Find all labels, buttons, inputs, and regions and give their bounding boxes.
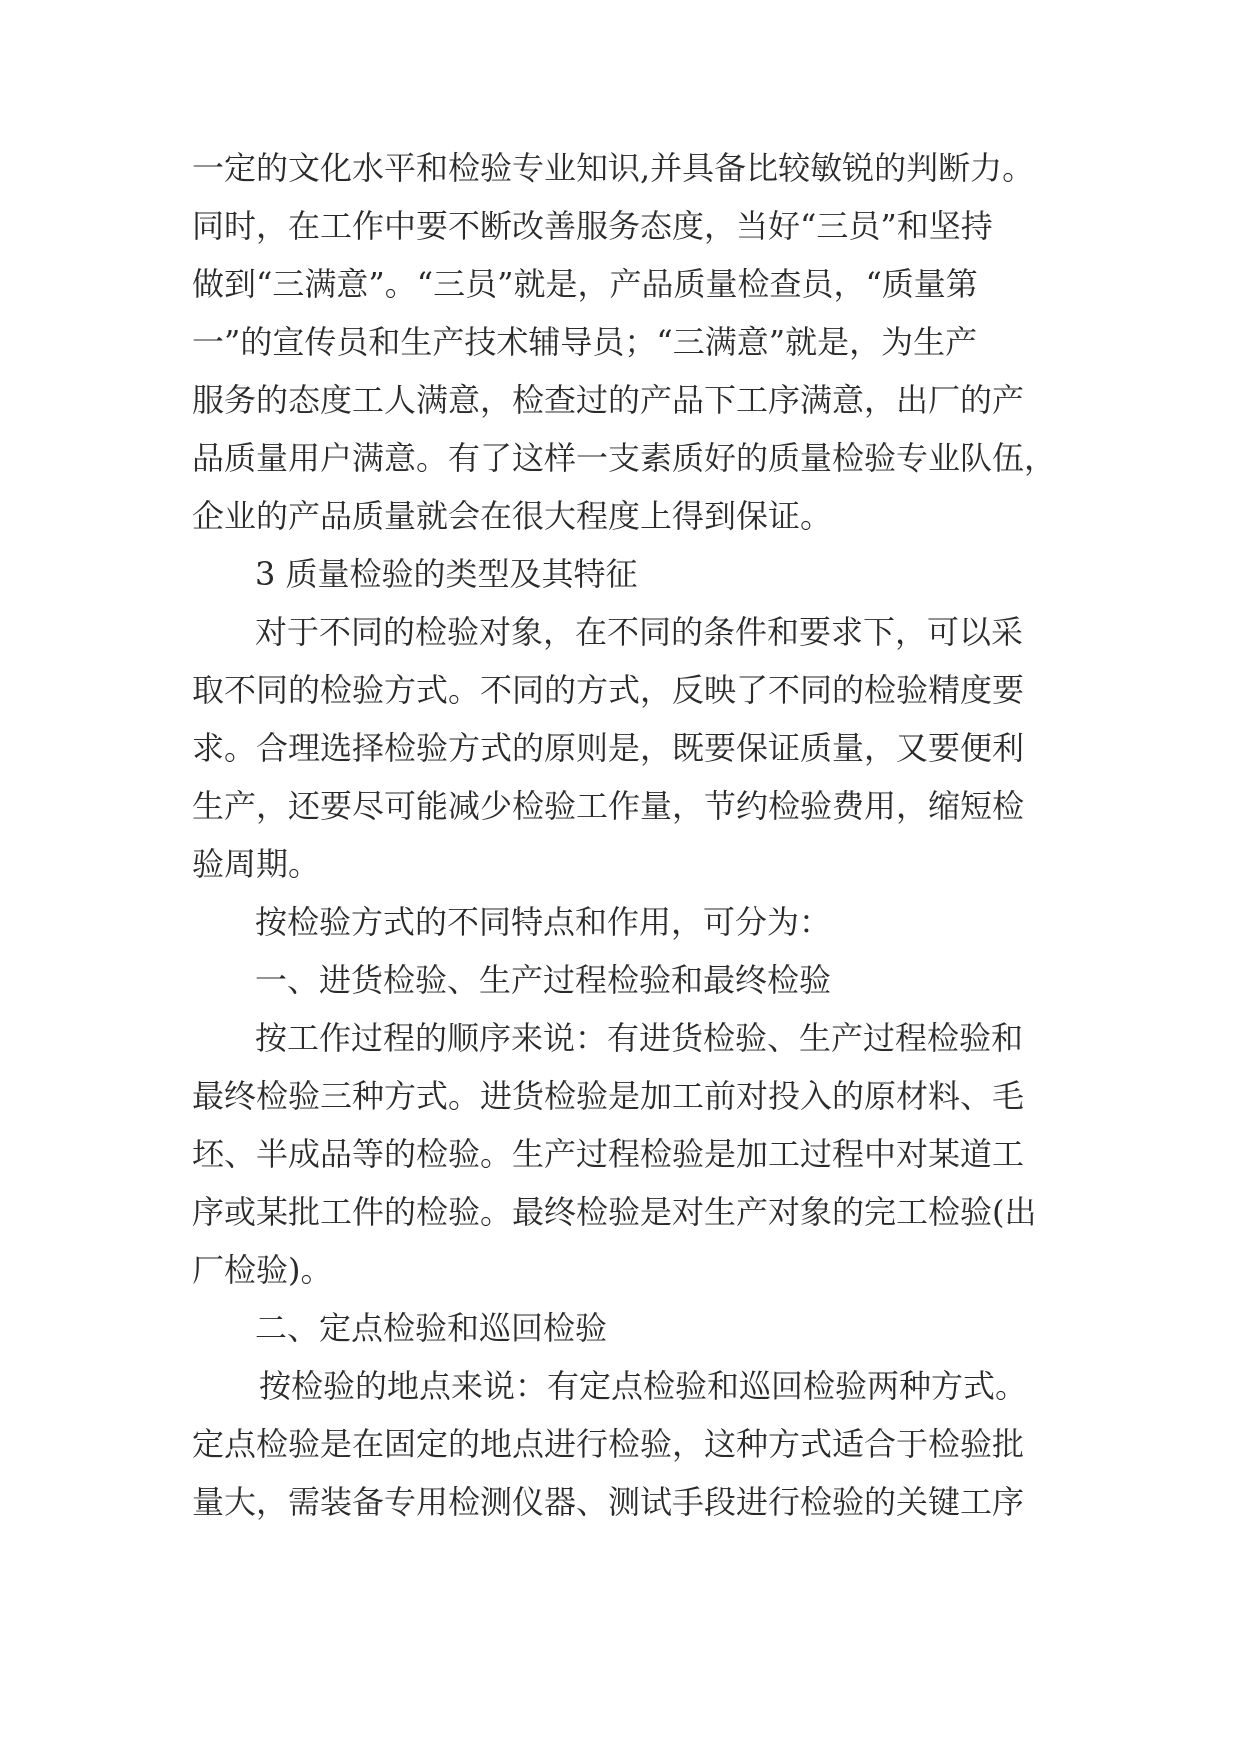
text-line: 求。合理选择检验方式的原则是，既要保证质量，又要便利	[192, 729, 1025, 767]
text-line: 序或某批工件的检验。最终检验是对生产对象的完工检验(出	[192, 1193, 1037, 1231]
text-line: 一”的宣传员和生产技术辅导员；“三满意”就是，为生产	[192, 323, 978, 361]
text-line: 验周期。	[192, 845, 321, 883]
text-line: 服务的态度工人满意，检查过的产品下工序满意，出厂的产	[192, 381, 1025, 419]
text-line: 同时，在工作中要不断改善服务态度，当好“三员”和坚持	[192, 207, 993, 245]
subsection-heading: 二、定点检验和巡回检验	[255, 1309, 608, 1347]
text-line: 取不同的检验方式。不同的方式，反映了不同的检验精度要	[192, 671, 1025, 709]
text-line: 按检验方式的不同特点和作用，可分为：	[255, 903, 832, 941]
text-line: 对于不同的检验对象，在不同的条件和要求下，可以采	[255, 613, 1024, 651]
text-line: 量大，需装备专用检测仪器、测试手段进行检验的关键工序	[192, 1483, 1025, 1521]
text-line: 做到“三满意”。“三员”就是，产品质量检查员，“质量第	[192, 265, 978, 303]
text-line: 最终检验三种方式。进货检验是加工前对投入的原材料、毛	[192, 1077, 1025, 1115]
text-line: 按工作过程的顺序来说：有进货检验、生产过程检验和	[255, 1019, 1024, 1057]
text-line: 企业的产品质量就会在很大程度上得到保证。	[192, 497, 833, 535]
text-line: 按检验的地点来说：有定点检验和巡回检验两种方式。	[259, 1367, 1028, 1405]
text-line: 生产，还要尽可能减少检验工作量，节约检验费用，缩短检	[192, 787, 1025, 825]
text-line: 厂检验)。	[192, 1251, 333, 1289]
text-line: 坯、半成品等的检验。生产过程检验是加工过程中对某道工	[192, 1135, 1025, 1173]
section-heading: 3 质量检验的类型及其特征	[255, 555, 638, 593]
text-line: 定点检验是在固定的地点进行检验，这种方式适合于检验批	[192, 1425, 1025, 1463]
subsection-heading: 一、进货检验、生产过程检验和最终检验	[255, 961, 832, 999]
text-line: 品质量用户满意。有了这样一支素质好的质量检验专业队伍，	[192, 439, 1057, 477]
text-line: 一定的文化水平和检验专业知识,并具备比较敏锐的判断力。	[192, 149, 1035, 187]
